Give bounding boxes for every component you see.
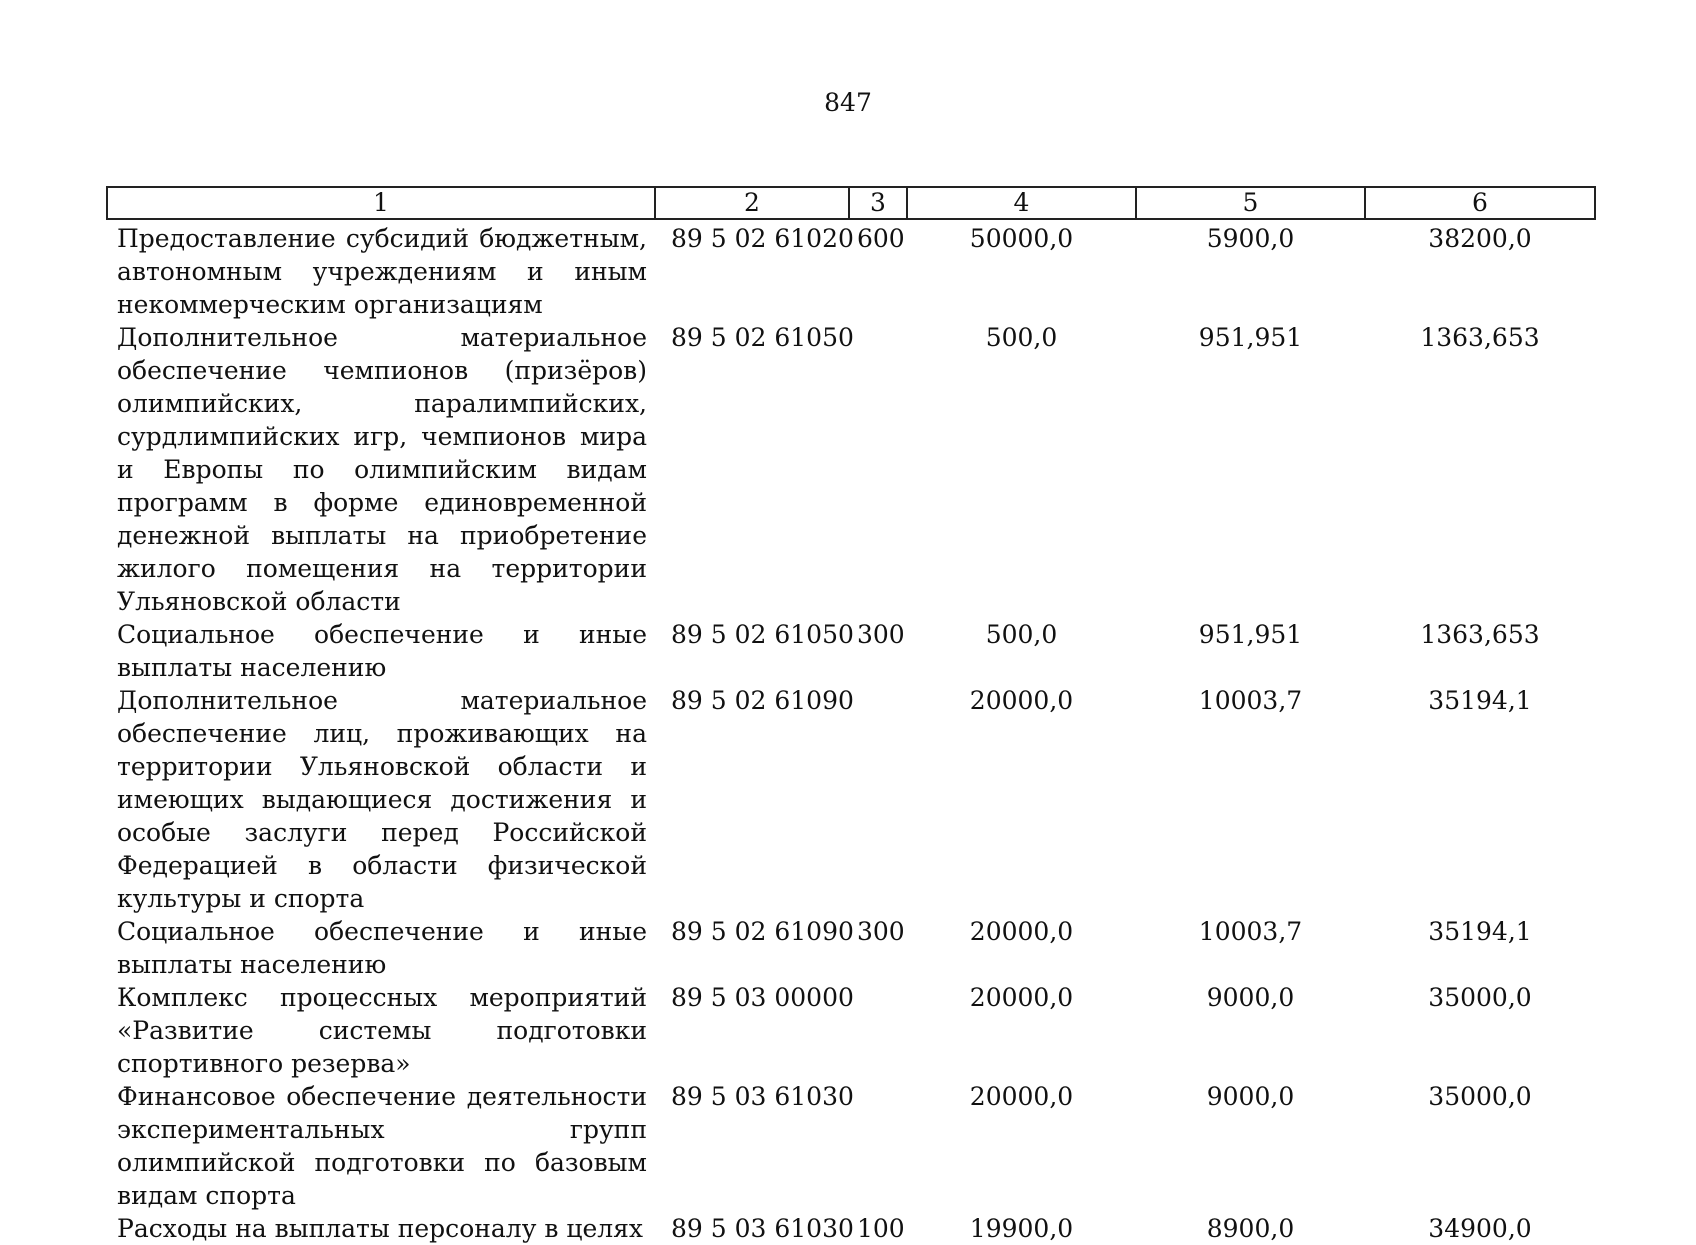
row-value-4: 20000,0 [969,917,1074,946]
row-value-4: 50000,0 [969,224,1074,253]
header-col-6: 6 [1365,187,1595,219]
row-name: Дополнительное материальное обеспечение чемпионов (призёров) олимпийских, паралимпийских, сурдлимпийских игр, чемпионов мира и Европы по олимпийским видам программ в форме единовременной денежной выплаты на приобретение жилого помещения на территории Ульяновской области [117,323,647,616]
table-body [107,219,1595,1245]
row-code: 89 5 03 61030 [671,1214,854,1243]
row-value-5: 10003,7 [1198,917,1303,946]
row-value-6: 34900,0 [1428,1214,1532,1243]
row-value-6: 1363,653 [1420,620,1540,649]
row-value-6: 35000,0 [1428,1082,1532,1111]
table-row [107,1080,1595,1212]
header-col-5: 5 [1136,187,1365,219]
row-value-4: 19900,0 [969,1214,1074,1243]
row-name: Предоставление субсидий бюджетным, автономным учреждениям и иным некоммерческим организациям [117,224,647,319]
row-expense-type: 300 [857,917,905,946]
row-value-6: 1363,653 [1420,323,1540,352]
row-value-6: 35194,1 [1428,917,1532,946]
row-value-6: 35000,0 [1428,983,1532,1012]
row-name: Финансовое обеспечение деятельности экспериментальных групп олимпийской подготовки по базовым видам спорта [117,1082,647,1210]
row-value-6: 35194,1 [1428,686,1532,715]
table-row [107,981,1595,1080]
row-value-5: 951,951 [1198,620,1303,649]
row-expense-type [849,1080,907,1212]
header-row [107,187,1595,219]
row-code: 89 5 03 00000 [671,983,854,1012]
row-value-5: 951,951 [1198,323,1303,352]
row-value-4: 500,0 [985,620,1058,649]
row-value-4: 20000,0 [969,686,1074,715]
row-name: Дополнительное материальное обеспечение лиц, проживающих на территории Ульяновской области и имеющих выдающиеся достижения и особые заслуги перед Российской Федерацией в области физической культуры и спорта [117,686,647,913]
table-header [107,187,1595,219]
row-code: 89 5 02 61020 [671,224,854,253]
row-expense-type: 600 [857,224,905,253]
row-code: 89 5 02 61090 [671,917,854,946]
row-expense-type [849,684,907,915]
table-row [107,219,1595,321]
table-row [107,684,1595,915]
row-value-5: 8900,0 [1206,1214,1295,1243]
header-col-1: 1 [107,187,655,219]
header-col-4: 4 [907,187,1136,219]
page-number: 847 [824,88,872,117]
row-code: 89 5 03 61030 [671,1082,854,1111]
row-expense-type [849,321,907,618]
row-value-5: 9000,0 [1206,983,1295,1012]
table-row [107,321,1595,618]
row-value-5: 9000,0 [1206,1082,1295,1111]
row-value-4: 20000,0 [969,1082,1074,1111]
row-expense-type [849,981,907,1080]
table-row [107,618,1595,684]
row-code: 89 5 02 61050 [671,323,854,352]
row-expense-type: 300 [857,620,905,649]
row-name: Расходы на выплаты персоналу в целях [117,1214,643,1243]
row-value-6: 38200,0 [1428,224,1532,253]
header-col-2: 2 [655,187,849,219]
row-name: Социальное обеспечение и иные выплаты населению [117,917,647,979]
row-code: 89 5 02 61090 [671,686,854,715]
row-name: Комплекс процессных мероприятий «Развитие системы подготовки спортивного резерва» [117,983,647,1078]
budget-table [106,186,1596,1245]
row-code: 89 5 02 61050 [671,620,854,649]
table-row [107,1212,1595,1245]
row-value-5: 10003,7 [1198,686,1303,715]
row-value-4: 500,0 [985,323,1058,352]
row-value-5: 5900,0 [1206,224,1295,253]
row-expense-type: 100 [857,1214,905,1243]
table-row [107,915,1595,981]
row-name: Социальное обеспечение и иные выплаты населению [117,620,647,682]
header-col-3: 3 [849,187,907,219]
row-value-4: 20000,0 [969,983,1074,1012]
